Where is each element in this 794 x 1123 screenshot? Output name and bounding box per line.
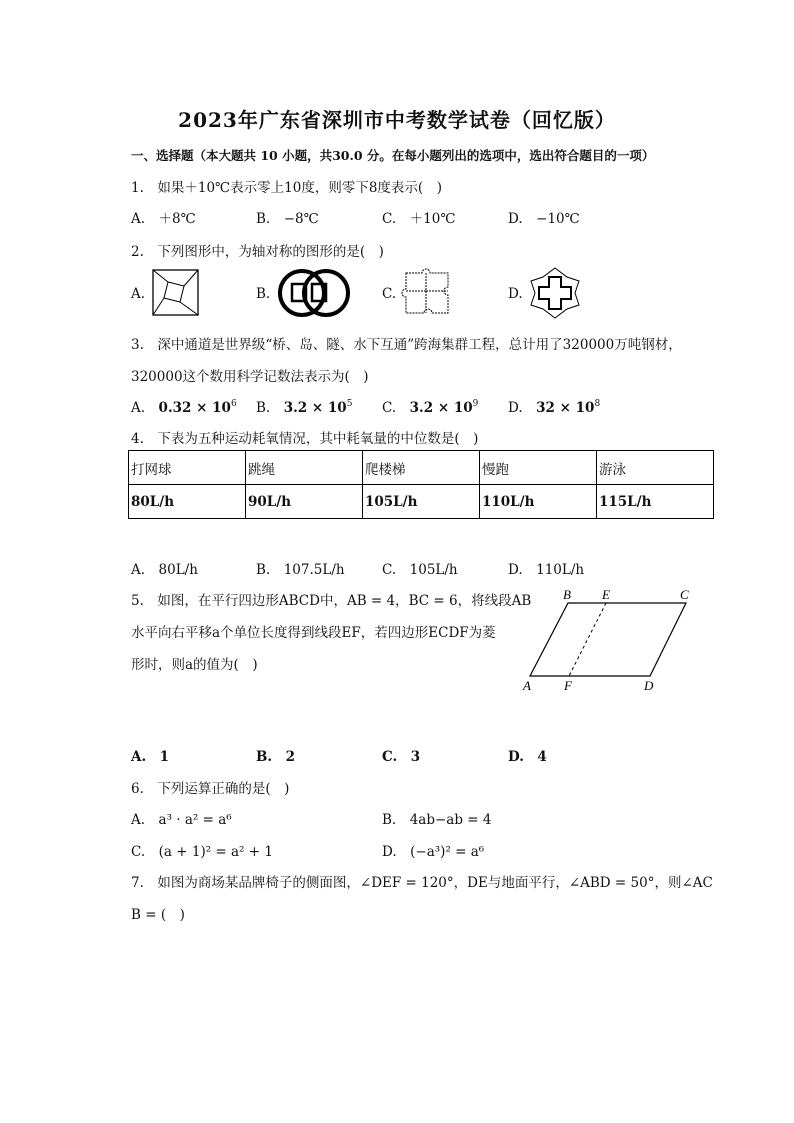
q5-option-b[interactable]: B. 2 bbox=[256, 749, 296, 765]
q4-option-a[interactable]: A. 80L/h bbox=[131, 562, 198, 578]
label-e: E bbox=[602, 587, 610, 602]
label-f: F bbox=[564, 678, 572, 693]
cross-ornament-figure bbox=[527, 265, 583, 321]
pinwheel-square-figure bbox=[150, 267, 202, 319]
page-title: 2023年广东省深圳市中考数学试卷（回忆版） bbox=[178, 108, 616, 132]
q4-option-d[interactable]: D. 110L/h bbox=[508, 562, 585, 578]
q5-option-a[interactable]: A. 1 bbox=[131, 749, 170, 765]
q3-stem-line2: 320000这个数用科学记数法表示为( ) bbox=[131, 369, 369, 385]
parallelogram-figure bbox=[518, 585, 698, 695]
q4-stem: 4. 下表为五种运动耗氧情况，其中耗氧量的中位数是( ) bbox=[131, 431, 479, 447]
q3-stem-line1: 3. 深中通道是世界级“桥、岛、隧、水下互通”跨海集群工程，总计用了320000万吨钢材， bbox=[131, 337, 682, 353]
q4-option-c[interactable]: C. 105L/h bbox=[382, 562, 458, 578]
q3-option-b[interactable]: B. $3.2 \times 10^5$ bbox=[256, 399, 353, 416]
table-header-cell: 游泳 bbox=[597, 451, 714, 485]
table-row bbox=[129, 485, 714, 519]
q2-option-a[interactable]: A. bbox=[131, 286, 146, 302]
label-d: D bbox=[644, 678, 654, 693]
table-header-cell: 慢跑 bbox=[480, 451, 597, 485]
q1-option-a[interactable]: A. ＋8℃ bbox=[131, 211, 196, 227]
q5-stem-line2: 水平向右平移a个单位长度得到线段EF，若四边形ECDF为菱 bbox=[131, 625, 496, 641]
label-c: C bbox=[680, 587, 689, 602]
table-header-cell: 爬楼梯 bbox=[363, 451, 480, 485]
double-coin-figure bbox=[274, 266, 354, 320]
q7-stem-line1: 7. 如图为商场某品牌椅子的侧面图，∠DEF = 120°，DE与地面平行，∠ABD = 50°，则∠AC bbox=[131, 875, 713, 891]
q5-stem-line3: 形时，则a的值为( ) bbox=[131, 657, 258, 673]
q1-stem: 1. 如果＋10℃表示零上10度，则零下8度表示( ) bbox=[131, 180, 442, 196]
q6-option-a[interactable]: A. a³ · a² = a⁶ bbox=[131, 812, 232, 828]
q1-option-d[interactable]: D. −10℃ bbox=[508, 211, 580, 227]
q2-stem: 2. 下列图形中，为轴对称的图形的是( ) bbox=[131, 244, 384, 260]
table-cell: 80L/h bbox=[129, 485, 246, 519]
q6-stem: 6. 下列运算正确的是( ) bbox=[131, 781, 290, 797]
q5-option-d[interactable]: D. 4 bbox=[508, 749, 547, 765]
q4-option-b[interactable]: B. 107.5L/h bbox=[256, 562, 345, 578]
oxygen-table bbox=[128, 450, 714, 519]
q2-option-b[interactable]: B. bbox=[256, 286, 271, 302]
q3-option-a[interactable]: A. $0.32 \times 10^6$ bbox=[131, 399, 237, 416]
table-cell: 115L/h bbox=[597, 485, 714, 519]
puzzle-pieces-figure bbox=[400, 267, 456, 319]
q2-option-c[interactable]: C. bbox=[382, 286, 397, 302]
section-heading: 一、选择题（本大题共 10 小题，共30.0 分。在每小题列出的选项中，选出符合题目的一项） bbox=[131, 148, 655, 163]
q1-option-b[interactable]: B. −8℃ bbox=[256, 211, 319, 227]
q7-stem-line2: B = ( ) bbox=[131, 907, 185, 923]
q3-option-c[interactable]: C. $3.2 \times 10^9$ bbox=[382, 399, 479, 416]
q1-option-c[interactable]: C. ＋10℃ bbox=[382, 211, 456, 227]
label-a: A bbox=[523, 678, 531, 693]
table-cell: 105L/h bbox=[363, 485, 480, 519]
label-b: B bbox=[563, 587, 571, 602]
q5-option-c[interactable]: C. 3 bbox=[382, 749, 421, 765]
table-cell: 90L/h bbox=[246, 485, 363, 519]
q5-stem-line1: 5. 如图，在平行四边形ABCD中，AB = 4，BC = 6，将线段AB bbox=[131, 593, 532, 609]
q6-option-d[interactable]: D. (−a³)² = a⁶ bbox=[382, 844, 485, 860]
table-header-cell: 打网球 bbox=[129, 451, 246, 485]
table-header-cell: 跳绳 bbox=[246, 451, 363, 485]
table-header-row bbox=[129, 451, 714, 485]
q2-option-d[interactable]: D. bbox=[508, 286, 523, 302]
q6-option-c[interactable]: C. (a + 1)² = a² + 1 bbox=[131, 844, 273, 860]
q6-option-b[interactable]: B. 4ab−ab = 4 bbox=[382, 812, 492, 828]
q3-option-d[interactable]: D. $32 \times 10^8$ bbox=[508, 399, 601, 416]
table-cell: 110L/h bbox=[480, 485, 597, 519]
